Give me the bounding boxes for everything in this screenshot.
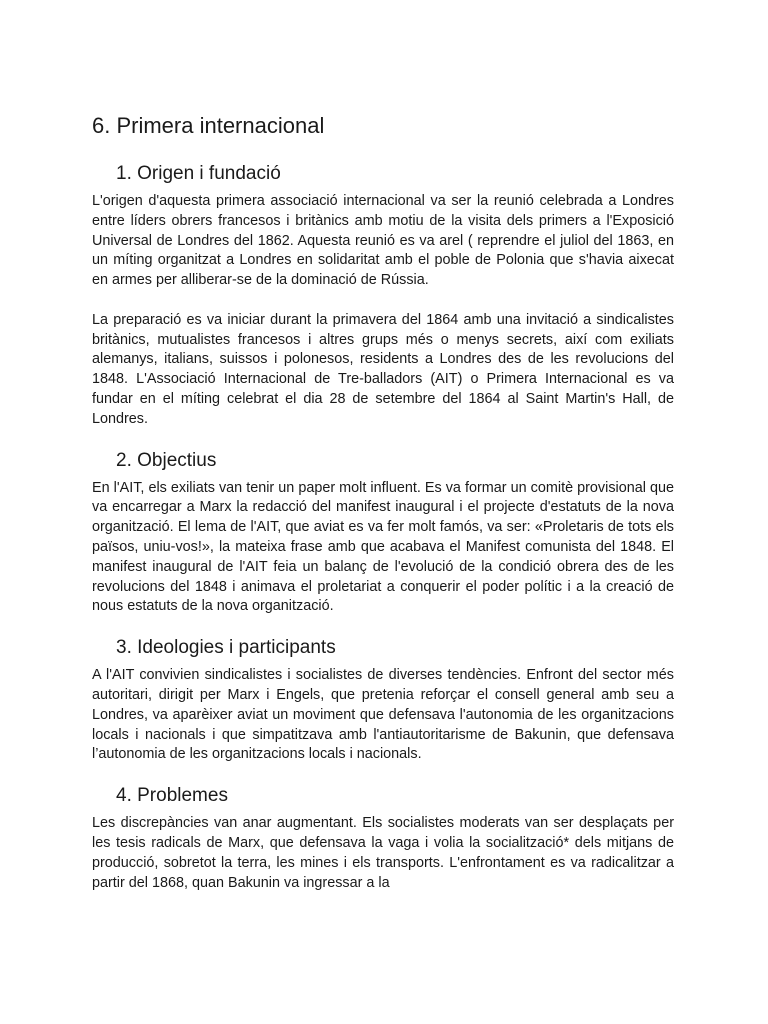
- paragraph: La preparació es va iniciar durant la primavera del 1864 amb una invitació a sindicalistes britànics, mutualistes francesos i altres grups més o menys secrets, així com exiliats alemanys, italians, suissos i polonesos, residents a Londres des de les revolucions del 1848. L'Associació Internacional de Tre-balladors (AIT) o Primera Internacional es va fundar en el míting celebrat el dia 28 de setembre del 1864 al Saint Martin's Hall, de Londres.: [92, 311, 674, 427]
- page-title: 6. Primera internacional: [92, 113, 325, 138]
- section-heading: 4. Problemes: [116, 785, 228, 807]
- section-objectius: [92, 449, 674, 618]
- section-heading: 3. Ideologies i participants: [116, 637, 336, 659]
- section-origen: [92, 162, 674, 430]
- paragraph: L'origen d'aquesta primera associació internacional va ser la reunió celebrada a Londres entre líders obrers francesos i britànics amb motiu de la visita dels primers a l'Exposició Universal de Londres del 1862. Aquesta reunió es va arel ( reprendre el juliol del 1863, en un míting organitzat a Londres en solidaritat amb el poble de Polonia que s'havia aixecat en armes per alliberar-se de la dominació de Rússia.: [92, 193, 674, 289]
- document-page: [92, 112, 674, 912]
- section-heading: 1. Origen i fundació: [116, 163, 281, 184]
- paragraph: Les discrepàncies van anar augmentant. Els socialistes moderats van ser desplaçats per les tesis radicals de Marx, que defensava la vaga i volia la socialització* dels mitjans de producció, sobretot la terra, les mines i els transports. L'enfrontament es va radicalitzar a partir del 1868, quan Bakunin va ingressar a la: [92, 815, 674, 891]
- section-heading: 2. Objectius: [116, 449, 217, 471]
- section-problemes: [92, 784, 674, 893]
- paragraph: En l'AIT, els exiliats van tenir un paper molt influent. Es va formar un comitè provisional que va encarregar a Marx la redacció del manifest inaugural i el projecte d'estatuts de la nova organització. El lema de l'AIT, que aviat es va fer molt famós, va ser: «Proletaris de tots els països, uniu-vos!», la mateixa frase amb que acabava el Manifest comunista del 1848. El manifest inaugural de l'AIT feia un balanç de l'evolució de la condició obrera des de les revolucions del 1848 i animava el proletariat a conquerir el poder polític i a la creació de nous estatuts de la nova organització.: [92, 479, 674, 615]
- section-ideologies: [92, 636, 674, 765]
- paragraph: A l'AIT convivien sindicalistes i socialistes de diverses tendències. Enfront del sector més autoritari, dirigit per Marx i Engels, que pretenia reforçar el consell general amb seu a Londres, va aparèixer aviat un moviment que defensava l'autonomia de les organitzacions locals i nacionals i que simpatitzava amb l'antiautoritarisme de Bakunin, que defensava l’autonomia de les organitzacions locals i nacionals.: [92, 667, 674, 763]
